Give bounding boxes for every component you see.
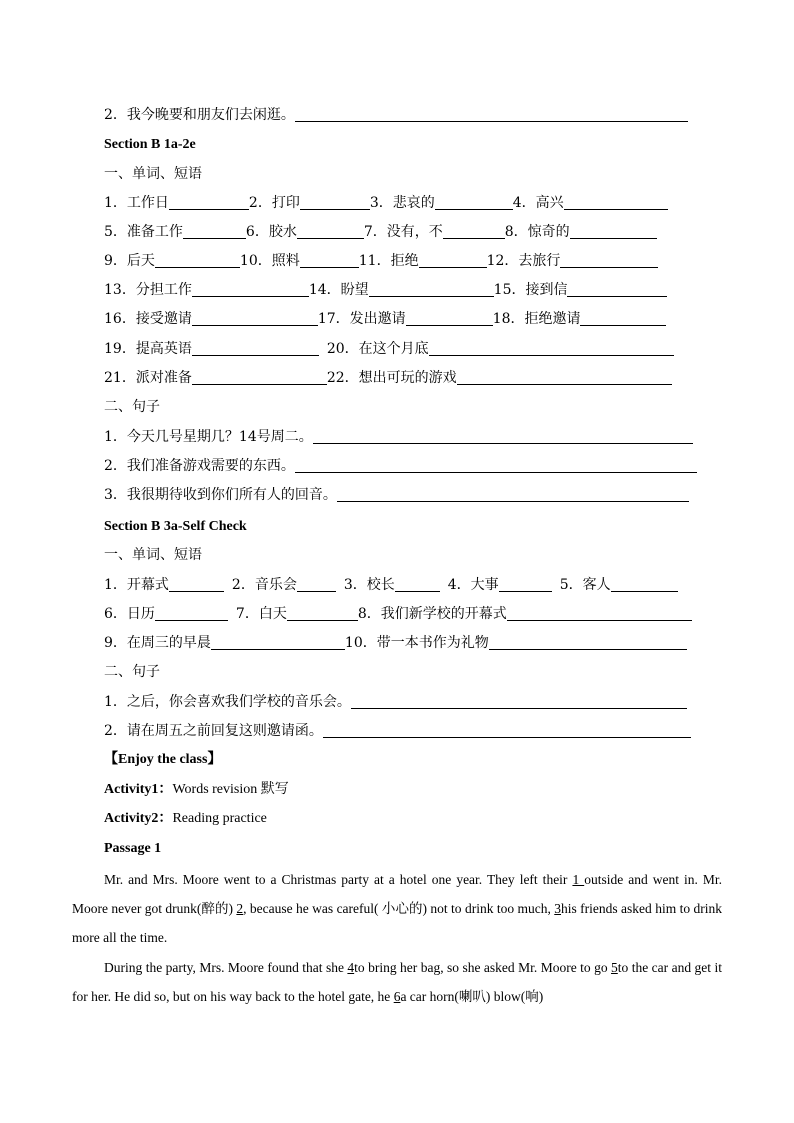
answer-blank[interactable] <box>295 457 697 473</box>
enjoy-heading: 【Enjoy the class】 <box>104 752 222 767</box>
answer-blank[interactable] <box>337 486 689 502</box>
answer-blank[interactable] <box>287 605 358 621</box>
activity-1: Activity1：Words revision 默写 <box>104 782 289 797</box>
answer-blank[interactable] <box>297 223 364 239</box>
answer-blank[interactable] <box>192 281 309 297</box>
blank-4[interactable]: 4 <box>347 960 355 975</box>
vocab-row-6: 19．提高英语 20．在这个月底 <box>104 339 674 359</box>
vocab-row-7: 21．派对准备 22．想出可玩的游戏 <box>104 368 672 388</box>
vocab-row-2: 5．准备工作 6．胶水 7．没有，不 8．惊奇的 <box>104 222 657 242</box>
answer-blank[interactable] <box>313 428 693 444</box>
answer-blank[interactable] <box>300 252 359 268</box>
b1-sentence-2: 2．我们准备游戏需要的东西。 <box>104 456 697 476</box>
answer-blank[interactable] <box>155 252 240 268</box>
sentences-heading-b1: 二、句子 <box>104 399 160 415</box>
blank-5[interactable]: 5 <box>611 960 618 975</box>
sentences-heading-b3: 二、句子 <box>104 664 160 680</box>
passage-paragraph-2: During the party, Mrs. Moore found that she 4to bring her bag, so she asked Mr. Moore to go 5to the car and get it for her. He did so, but on his way back to the hotel gate, he 6a car horn(喇叭) blow(响) <box>72 960 722 1004</box>
answer-blank[interactable] <box>406 310 493 326</box>
answer-blank[interactable] <box>295 106 688 122</box>
words-heading-b3: 一、单词、短语 <box>104 547 202 563</box>
b3-sentence-1: 1．之后，你会喜欢我们学校的音乐会。 <box>104 692 687 712</box>
answer-blank[interactable] <box>457 369 672 385</box>
answer-blank[interactable] <box>395 576 440 592</box>
answer-blank[interactable] <box>435 194 513 210</box>
answer-blank[interactable] <box>169 194 249 210</box>
answer-blank[interactable] <box>507 605 692 621</box>
answer-blank[interactable] <box>155 605 228 621</box>
answer-blank[interactable] <box>183 223 246 239</box>
answer-blank[interactable] <box>570 223 657 239</box>
answer-blank[interactable] <box>443 223 505 239</box>
prev-sentence-2: 2．我今晚要和朋友们去闲逛。 <box>104 105 688 125</box>
answer-blank[interactable] <box>300 194 370 210</box>
answer-blank[interactable] <box>169 576 224 592</box>
b3-vocab-row-3: 9．在周三的早晨 10．带一本书作为礼物 <box>104 633 687 653</box>
answer-blank[interactable] <box>351 693 687 709</box>
b3-vocab-row-1: 1．开幕式 2．音乐会 3．校长 4．大事 5．客人 <box>104 575 678 595</box>
b3-sentence-2: 2．请在周五之前回复这则邀请函。 <box>104 721 691 741</box>
answer-blank[interactable] <box>580 310 666 326</box>
vocab-row-4: 13．分担工作 14．盼望 15．接到信 <box>104 280 667 300</box>
answer-blank[interactable] <box>489 634 687 650</box>
b1-sentence-3: 3．我很期待收到你们所有人的回音。 <box>104 485 689 505</box>
vocab-row-3: 9．后天 10．照料 11．拒绝 12．去旅行 <box>104 251 658 271</box>
answer-blank[interactable] <box>560 252 658 268</box>
answer-blank[interactable] <box>192 310 318 326</box>
b1-sentence-1: 1．今天几号星期几？14号周二。 <box>104 427 693 447</box>
answer-blank[interactable] <box>211 634 345 650</box>
passage-paragraph-1: Mr. and Mrs. Moore went to a Christmas party at a hotel one year. They left their 1 outside and went in. Mr. Moore never got drunk(醉的) 2, because he was careful( 小心的) not to drink too much, 3his friends asked him to drink more all the time. <box>72 872 722 945</box>
vocab-row-5: 16．接受邀请 17．发出邀请 18．拒绝邀请 <box>104 309 666 329</box>
blank-1[interactable]: 1 <box>572 872 585 887</box>
answer-blank[interactable] <box>567 281 667 297</box>
answer-blank[interactable] <box>429 340 674 356</box>
answer-blank[interactable] <box>192 369 327 385</box>
vocab-row-1: 1．工作日 2．打印 3．悲哀的 4．高兴 <box>104 193 668 213</box>
answer-blank[interactable] <box>369 281 494 297</box>
answer-blank[interactable] <box>564 194 668 210</box>
answer-blank[interactable] <box>611 576 678 592</box>
activity-2: Activity2：Reading practice <box>104 811 267 826</box>
blank-3[interactable]: 3 <box>554 901 562 916</box>
b3-vocab-row-2: 6．日历 7．白天 8．我们新学校的开幕式 <box>104 604 692 624</box>
passage-title: Passage 1 <box>104 841 162 856</box>
words-heading-b1: 一、单词、短语 <box>104 166 202 182</box>
answer-blank[interactable] <box>192 340 319 356</box>
answer-blank[interactable] <box>297 576 336 592</box>
answer-blank[interactable] <box>323 722 691 738</box>
answer-blank[interactable] <box>419 252 487 268</box>
section-title-b3: Section B 3a-Self Check <box>104 519 247 534</box>
blank-2[interactable]: 2 <box>236 901 244 916</box>
section-title-b1: Section B 1a-2e <box>104 137 196 152</box>
answer-blank[interactable] <box>499 576 552 592</box>
blank-6[interactable]: 6 <box>393 989 401 1004</box>
